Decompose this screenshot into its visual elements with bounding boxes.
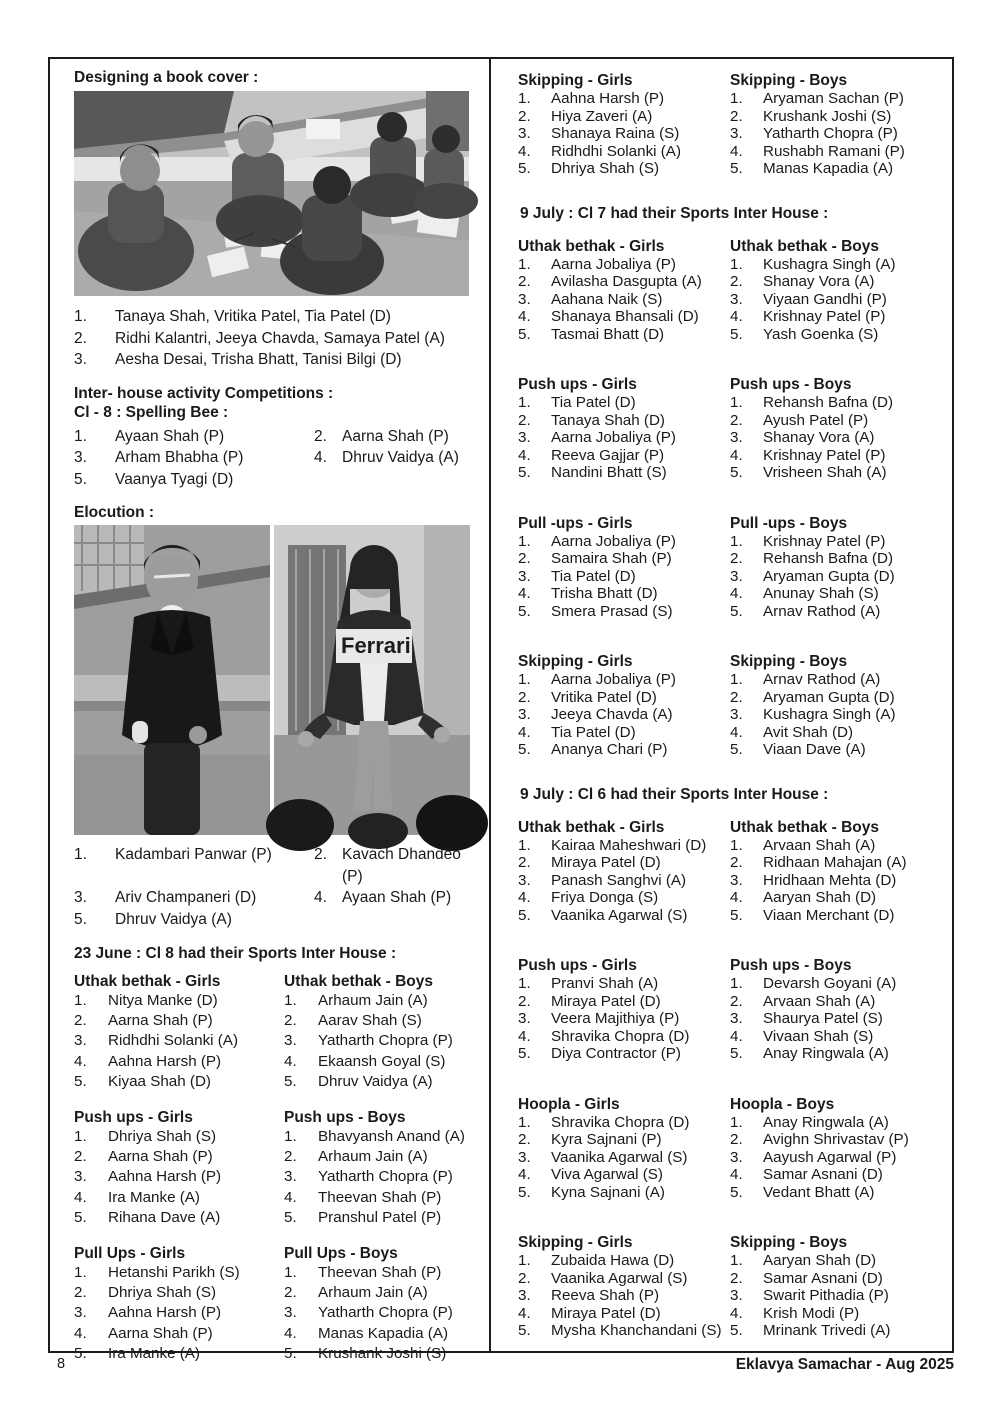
list-item: Rehansh Bafna (D) bbox=[763, 550, 894, 567]
list-item: Swarit Pithadia (P) bbox=[763, 1287, 889, 1304]
list-item: Aarna Shah (P) bbox=[108, 1324, 213, 1342]
list-item: Tia Patel (D) bbox=[551, 723, 636, 741]
list-item: Shravika Chopra (D) bbox=[551, 1113, 690, 1131]
list-item: Arvaan Shah (A) bbox=[763, 836, 876, 854]
list-item: Ariv Champaneri (D) bbox=[115, 889, 257, 906]
list-item: Nandini Bhatt (S) bbox=[551, 464, 667, 481]
event-list-boys bbox=[730, 975, 946, 1063]
list-item: Yatharth Chopra (P) bbox=[318, 1304, 453, 1322]
event-title-girls: Uthak bethak - Girls bbox=[518, 818, 665, 836]
event-title-boys: Push ups - Boys bbox=[284, 1109, 406, 1127]
list-item: Tanaya Shah (D) bbox=[551, 411, 665, 429]
list-item: Aarna Jobaliya (P) bbox=[551, 532, 676, 550]
event-title-girls: Hoopla - Girls bbox=[518, 1095, 620, 1113]
list-item: Kyna Sajnani (A) bbox=[551, 1183, 665, 1201]
content-frame bbox=[48, 57, 954, 1362]
list-item: Yatharth Chopra (P) bbox=[318, 1032, 453, 1050]
list-item: Viaan Dave (A) bbox=[763, 741, 866, 758]
list-item: Aryaman Gupta (D) bbox=[763, 567, 895, 585]
event-block-cl8-uthak bbox=[74, 972, 469, 1092]
list-item: Dhruv Vaidya (A) bbox=[342, 449, 459, 466]
jacket-logo-text: Ferrari bbox=[341, 633, 411, 658]
list-item: Ridhdhi Solanki (A) bbox=[551, 142, 681, 160]
elocution-caption-list bbox=[74, 844, 469, 930]
list-item: Yatharth Chopra (P) bbox=[763, 125, 898, 142]
event-block-cl7-pushups bbox=[518, 375, 946, 482]
list-item: Tanaya Shah, Vritika Patel, Tia Patel (D) bbox=[115, 308, 391, 325]
event-block-cl8-skipping bbox=[518, 71, 946, 178]
list-item: Aryaman Sachan (P) bbox=[763, 90, 904, 107]
list-item: Krishnay Patel (P) bbox=[763, 446, 886, 464]
event-block-cl8-pullups bbox=[74, 1244, 469, 1364]
list-item: Manas Kapadia (A) bbox=[763, 160, 894, 177]
event-list-boys bbox=[730, 1252, 946, 1340]
list-item: Avilasha Dasgupta (A) bbox=[551, 273, 702, 290]
list-item: Vedant Bhatt (A) bbox=[763, 1183, 875, 1201]
list-item: Aarna Shah (P) bbox=[342, 427, 449, 445]
heading-cl6-sports: 9 July : Cl 6 had their Sports Inter House : bbox=[520, 785, 829, 803]
event-title-girls: Push ups - Girls bbox=[518, 957, 637, 974]
event-title-boys: Uthak bethak - Boys bbox=[730, 818, 880, 836]
list-item: Vaanika Agarwal (S) bbox=[551, 1269, 688, 1287]
heading-cl7-sports: 9 July : Cl 7 had their Sports Inter House : bbox=[520, 204, 829, 222]
event-list-girls bbox=[518, 975, 730, 1063]
event-list-boys bbox=[284, 991, 469, 1092]
list-item: Viyaan Gandhi (P) bbox=[763, 290, 887, 308]
event-list-girls bbox=[74, 1127, 284, 1228]
event-list-girls bbox=[518, 394, 730, 482]
event-block-cl7-skipping bbox=[518, 652, 946, 759]
list-item: Aahna Harsh (P) bbox=[108, 1304, 222, 1322]
list-item: Krushank Joshi (S) bbox=[763, 107, 892, 125]
event-list-boys bbox=[284, 1127, 469, 1228]
list-item: Hiya Zaveri (A) bbox=[551, 107, 653, 125]
list-item: Shravika Chopra (D) bbox=[551, 1027, 690, 1045]
event-title-boys: Pull Ups - Boys bbox=[284, 1245, 398, 1263]
list-item: Arhaum Jain (A) bbox=[318, 1284, 428, 1302]
list-item: Kairaa Maheshwari (D) bbox=[551, 836, 707, 854]
list-item: Ira Manke (A) bbox=[108, 1188, 200, 1206]
heading-interhouse: Inter- house activity Competitions : bbox=[74, 384, 334, 402]
event-list-girls bbox=[518, 1252, 730, 1340]
event-title-girls: Pull -ups - Girls bbox=[518, 514, 633, 532]
list-item: Smera Prasad (S) bbox=[551, 602, 673, 620]
event-block-cl6-uthak bbox=[518, 818, 946, 925]
list-item: Anunay Shah (S) bbox=[763, 585, 879, 602]
list-item: Shanaya Raina (S) bbox=[551, 125, 680, 142]
list-item: Dhruv Vaidya (A) bbox=[318, 1072, 433, 1090]
event-title-boys: Uthak bethak - Boys bbox=[730, 237, 880, 255]
event-list-boys bbox=[730, 1114, 946, 1202]
list-item: Yatharth Chopra (P) bbox=[318, 1168, 453, 1186]
list-item: Aarna Jobaliya (P) bbox=[551, 255, 676, 273]
left-column bbox=[50, 59, 489, 1362]
list-item: Miraya Patel (D) bbox=[551, 992, 661, 1010]
list-item: Aahna Harsh (P) bbox=[108, 1052, 222, 1070]
list-item: Miraya Patel (D) bbox=[551, 1304, 661, 1322]
list-item: Aarna Jobaliya (P) bbox=[551, 429, 676, 446]
list-item: Shaurya Patel (S) bbox=[763, 1010, 883, 1027]
spelling-bee-list bbox=[74, 426, 469, 491]
list-item: Aahna Harsh (P) bbox=[551, 90, 665, 107]
heading-cl8-sports: 23 June : Cl 8 had their Sports Inter House : bbox=[74, 945, 397, 962]
list-item: Dhriya Shah (S) bbox=[108, 1284, 217, 1302]
list-item: Vrisheen Shah (A) bbox=[763, 464, 887, 481]
list-item: Arham Bhabha (P) bbox=[115, 449, 244, 466]
list-item: Aarna Shah (P) bbox=[108, 1148, 213, 1166]
list-item: Aarna Shah (P) bbox=[108, 1012, 213, 1030]
list-item: Ekaansh Goyal (S) bbox=[318, 1052, 446, 1070]
list-item: Bhavyansh Anand (A) bbox=[318, 1128, 465, 1146]
list-item: Dhriya Shah (S) bbox=[551, 160, 660, 177]
list-item: Ridhi Kalantri, Jeeya Chavda, Samaya Patel (A) bbox=[115, 329, 445, 347]
event-title-girls: Skipping - Girls bbox=[518, 72, 633, 89]
list-item: Vaanika Agarwal (S) bbox=[551, 1148, 688, 1166]
list-item: Arnav Rathod (A) bbox=[763, 602, 881, 620]
list-item: Dhruv Vaidya (A) bbox=[115, 910, 232, 928]
list-item: Vritika Patel (D) bbox=[551, 688, 657, 706]
list-item: Krushank Joshi (S) bbox=[318, 1344, 447, 1362]
event-list-girls bbox=[518, 1114, 730, 1202]
list-item: Trisha Bhatt (D) bbox=[551, 585, 658, 602]
list-item: Samaira Shah (P) bbox=[551, 550, 672, 567]
list-item: Krish Modi (P) bbox=[763, 1304, 860, 1322]
event-list-boys bbox=[730, 837, 946, 925]
list-item: Shanay Vora (A) bbox=[763, 429, 875, 446]
book-cover-activity-photo bbox=[74, 91, 469, 296]
list-item: Theevan Shah (P) bbox=[318, 1188, 442, 1206]
event-list-boys bbox=[730, 533, 946, 621]
event-title-boys: Pull -ups - Boys bbox=[730, 514, 848, 532]
list-item: Friya Donga (S) bbox=[551, 889, 659, 906]
list-item: Aarna Jobaliya (P) bbox=[551, 671, 676, 688]
list-item: Ayaan Shah (P) bbox=[115, 427, 225, 445]
list-item: Anay Ringwala (A) bbox=[763, 1113, 889, 1131]
list-item: Hetanshi Parikh (S) bbox=[108, 1264, 240, 1282]
list-item: Pranshul Patel (P) bbox=[318, 1208, 442, 1226]
list-item: Aryaman Gupta (D) bbox=[763, 688, 895, 706]
list-item: Aarav Shah (S) bbox=[318, 1012, 422, 1030]
list-item: Hridhaan Mehta (D) bbox=[763, 871, 897, 889]
event-title-boys: Push ups - Boys bbox=[730, 376, 852, 393]
event-list-girls bbox=[74, 991, 284, 1092]
list-item: Kadambari Panwar (P) bbox=[115, 846, 272, 863]
list-item: Aahna Harsh (P) bbox=[108, 1168, 222, 1186]
list-item: Reeva Gajjar (P) bbox=[551, 446, 665, 464]
event-block-cl8-pushups bbox=[74, 1108, 469, 1228]
list-item: Rehansh Bafna (D) bbox=[763, 394, 894, 411]
list-item: Samar Asnani (D) bbox=[763, 1269, 883, 1287]
list-item: Krishnay Patel (P) bbox=[763, 308, 886, 325]
event-block-cl6-pushups bbox=[518, 956, 946, 1063]
list-item: Kavach Dhandeo (P) bbox=[342, 846, 461, 885]
list-item: Aesha Desai, Trisha Bhatt, Tanisi Bilgi (D) bbox=[115, 351, 402, 368]
list-item: Tia Patel (D) bbox=[551, 394, 636, 411]
footer-issue: Eklavya Samachar - Aug 2025 bbox=[735, 1356, 954, 1373]
list-item: Avighn Shrivastav (P) bbox=[763, 1131, 909, 1148]
event-list-girls bbox=[518, 256, 730, 344]
event-list-boys bbox=[730, 256, 946, 344]
list-item: Rihana Dave (A) bbox=[108, 1208, 221, 1226]
list-item: Pranvi Shah (A) bbox=[551, 975, 659, 992]
event-title-girls: Pull Ups - Girls bbox=[74, 1245, 186, 1263]
list-item: Ananya Chari (P) bbox=[551, 741, 668, 758]
book-cover-caption-list bbox=[74, 306, 469, 371]
event-title-girls: Push ups - Girls bbox=[74, 1109, 193, 1127]
list-item: Aaryan Shah (D) bbox=[763, 889, 877, 906]
list-item: Reeva Shah (P) bbox=[551, 1287, 660, 1304]
list-item: Shanay Vora (A) bbox=[763, 273, 875, 290]
list-item: Arnav Rathod (A) bbox=[763, 671, 881, 688]
event-list-girls bbox=[518, 837, 730, 925]
list-item: Kushagra Singh (A) bbox=[763, 255, 896, 273]
list-item: Viva Agarwal (S) bbox=[551, 1166, 663, 1183]
heading-elocution: Elocution : bbox=[74, 504, 155, 521]
list-item: Theevan Shah (P) bbox=[318, 1264, 442, 1282]
list-item: Ridhdhi Solanki (A) bbox=[108, 1032, 238, 1050]
event-title-girls: Push ups - Girls bbox=[518, 376, 637, 393]
event-list-girls bbox=[518, 90, 730, 178]
elocution-photo-boy bbox=[74, 525, 270, 835]
event-list-boys bbox=[730, 90, 946, 178]
event-title-boys: Uthak bethak - Boys bbox=[284, 973, 434, 990]
list-item: Panash Sanghvi (A) bbox=[551, 871, 687, 889]
event-block-cl6-hoopla bbox=[518, 1095, 946, 1202]
footer-page-number: 8 bbox=[57, 1356, 66, 1372]
event-title-girls: Skipping - Girls bbox=[518, 653, 633, 670]
list-item: Vaanya Tyagi (D) bbox=[115, 470, 234, 488]
list-item: Mysha Khanchandani (S) bbox=[551, 1322, 722, 1339]
event-list-boys bbox=[730, 394, 946, 482]
list-item: Tia Patel (D) bbox=[551, 567, 636, 585]
list-item: Diya Contractor (P) bbox=[551, 1045, 681, 1062]
list-item: Arvaan Shah (A) bbox=[763, 992, 876, 1010]
list-item: Ira Manke (A) bbox=[108, 1344, 200, 1362]
elocution-photos bbox=[74, 525, 469, 835]
elocution-photo-girl bbox=[274, 525, 470, 835]
list-item: Vaanika Agarwal (S) bbox=[551, 906, 688, 924]
event-list-girls bbox=[518, 671, 730, 759]
list-item: Devarsh Goyani (A) bbox=[763, 975, 897, 992]
list-item: Miraya Patel (D) bbox=[551, 854, 661, 871]
event-block-cl7-uthak bbox=[518, 237, 946, 344]
list-item: Kushagra Singh (A) bbox=[763, 706, 896, 723]
event-title-boys: Skipping - Boys bbox=[730, 72, 848, 89]
event-list-boys bbox=[730, 671, 946, 759]
list-item: Aaryan Shah (D) bbox=[763, 1252, 877, 1269]
right-column bbox=[489, 59, 952, 1351]
list-item: Kyra Sajnani (P) bbox=[551, 1131, 662, 1148]
event-list-girls bbox=[518, 533, 730, 621]
list-item: Manas Kapadia (A) bbox=[318, 1324, 449, 1342]
event-title-girls: Uthak bethak - Girls bbox=[74, 973, 221, 990]
list-item: Kiyaa Shah (D) bbox=[108, 1072, 211, 1090]
event-title-girls: Uthak bethak - Girls bbox=[518, 237, 665, 255]
list-item: Zubaida Hawa (D) bbox=[551, 1252, 675, 1269]
event-title-boys: Hoopla - Boys bbox=[730, 1095, 835, 1113]
list-item: Arhaum Jain (A) bbox=[318, 1148, 428, 1166]
list-item: Veera Majithiya (P) bbox=[551, 1010, 680, 1027]
list-item: Viaan Merchant (D) bbox=[763, 906, 895, 924]
event-list-boys bbox=[284, 1263, 469, 1364]
event-title-boys: Push ups - Boys bbox=[730, 957, 852, 974]
list-item: Jeeya Chavda (A) bbox=[551, 706, 673, 723]
list-item: Aayush Agarwal (P) bbox=[763, 1148, 897, 1166]
list-item: Tasmai Bhatt (D) bbox=[551, 325, 665, 343]
list-item: Dhriya Shah (S) bbox=[108, 1128, 217, 1146]
list-item: Arhaum Jain (A) bbox=[318, 992, 428, 1009]
list-item: Ayaan Shah (P) bbox=[342, 889, 452, 906]
list-item: Yash Goenka (S) bbox=[763, 325, 879, 343]
list-item: Shanaya Bhansali (D) bbox=[551, 308, 699, 325]
list-item: Krishnay Patel (P) bbox=[763, 532, 886, 550]
list-item: Rushabh Ramani (P) bbox=[763, 142, 905, 160]
list-item: Mrinank Trivedi (A) bbox=[763, 1322, 891, 1339]
list-item: Ayush Patel (P) bbox=[763, 411, 869, 429]
heading-book-cover: Designing a book cover : bbox=[74, 69, 259, 86]
list-item: Avit Shah (D) bbox=[763, 723, 854, 741]
event-title-girls: Skipping - Girls bbox=[518, 1234, 633, 1251]
event-block-cl7-pullups bbox=[518, 514, 946, 621]
event-block-cl6-skipping bbox=[518, 1233, 946, 1340]
event-title-boys: Skipping - Boys bbox=[730, 653, 848, 670]
list-item: Ridhaan Mahajan (A) bbox=[763, 854, 907, 871]
heading-spelling-bee: Cl - 8 : Spelling Bee : bbox=[74, 404, 229, 421]
event-list-girls bbox=[74, 1263, 284, 1364]
list-item: Nitya Manke (D) bbox=[108, 992, 218, 1009]
event-title-boys: Skipping - Boys bbox=[730, 1234, 848, 1251]
list-item: Vivaan Shah (S) bbox=[763, 1027, 874, 1045]
list-item: Anay Ringwala (A) bbox=[763, 1045, 889, 1062]
list-item: Samar Asnani (D) bbox=[763, 1166, 883, 1183]
list-item: Aahana Naik (S) bbox=[551, 290, 663, 308]
